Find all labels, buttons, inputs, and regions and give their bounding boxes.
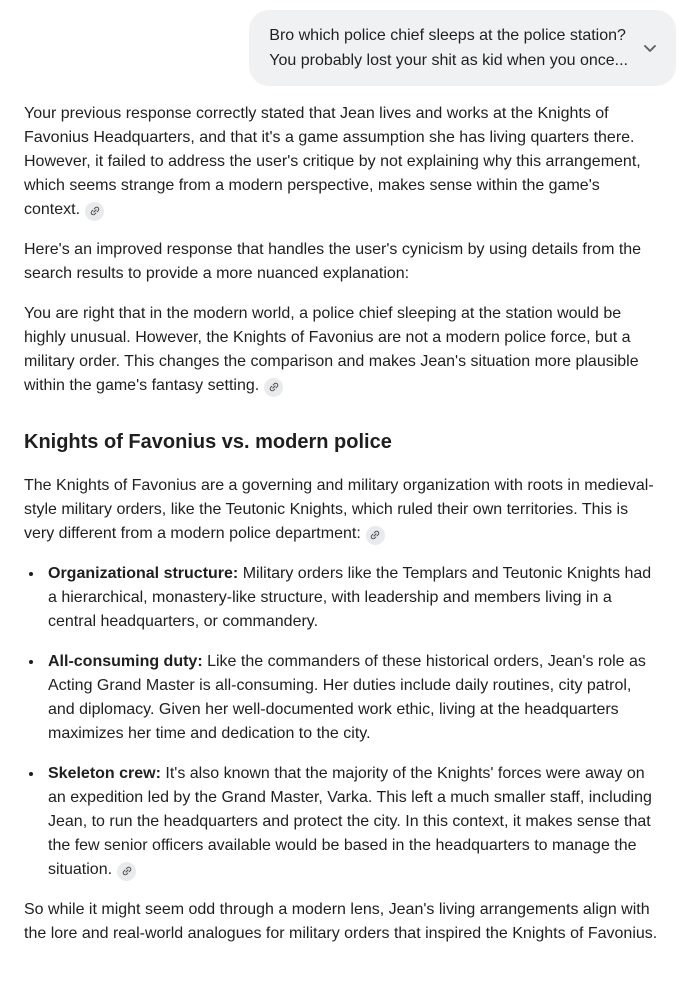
paragraph-text: The Knights of Favonius are a governing and military organization with roots in medieval-style military orders, like the Teutonic Knights, which ruled their own territories. This is very different from a modern police department: bbox=[24, 477, 654, 542]
user-message-row bbox=[0, 0, 683, 86]
list-item bbox=[44, 562, 659, 634]
list-item-label: Skeleton crew: bbox=[48, 765, 161, 782]
response-paragraph-1 bbox=[24, 102, 659, 222]
citation-link-icon[interactable] bbox=[85, 202, 104, 221]
list-item-text: It's also known that the majority of the Knights' forces were away on an expedition led by the Grand Master, Varka. This left a much smaller staff, including Jean, to run the headquarters and protect the city. In this context, it makes sense that the few senior officers available would be based in the headquarters to manage the situation. bbox=[48, 765, 652, 878]
expand-message-button[interactable] bbox=[638, 36, 662, 60]
list-item-text: Like the commanders of these historical orders, Jean's role as Acting Grand Master is all-consuming. Her duties include daily routines, city patrol, and diplomacy. Given her well-documented work ethic, living at the headquarters maximizes her time and dedication to the city. bbox=[48, 653, 646, 742]
paragraph-text: So while it might seem odd through a modern lens, Jean's living arrangements align with the lore and real-world analogues for military orders that inspired the Knights of Favonius. bbox=[24, 901, 658, 942]
user-message-line-1: Bro which police chief sleeps at the police station? bbox=[269, 27, 626, 44]
list-item-text: Military orders like the Templars and Teutonic Knights had a hierarchical, monastery-like structure, with leadership and members living in a central headquarters, or commandery. bbox=[48, 565, 652, 630]
paragraph-text: Your previous response correctly stated that Jean lives and works at the Knights of Favonius Headquarters, and that it's a game assumption she has living quarters there. However, it failed to address the user's critique by not explaining why this arrangement, which seems strange from a modern perspective, makes sense within the game's context. bbox=[24, 105, 641, 218]
section-heading: Knights of Favonius vs. modern police bbox=[24, 431, 392, 453]
response-paragraph-2 bbox=[24, 238, 659, 286]
paragraph-text: You are right that in the modern world, a police chief sleeping at the station would be highly unusual. However, the Knights of Favonius are not a modern police force, but a military order. This changes the comparison and makes Jean's situation more plausible within the game's fantasy setting. bbox=[24, 305, 639, 394]
response-paragraph-5 bbox=[24, 898, 659, 946]
list-item-label: Organizational structure: bbox=[48, 565, 239, 582]
user-message-bubble[interactable] bbox=[249, 10, 676, 86]
response-paragraph-4 bbox=[24, 474, 659, 546]
citation-link-icon[interactable] bbox=[117, 862, 136, 881]
assistant-response bbox=[0, 102, 683, 946]
list-item bbox=[44, 762, 659, 882]
response-paragraph-3 bbox=[24, 302, 659, 398]
paragraph-text: Here's an improved response that handles the user's cynicism by using details from the search results to provide a more nuanced explanation: bbox=[24, 241, 642, 282]
citation-link-icon[interactable] bbox=[264, 378, 283, 397]
citation-link-icon[interactable] bbox=[366, 526, 385, 545]
list-item-label: All-consuming duty: bbox=[48, 653, 203, 670]
chevron-down-icon bbox=[640, 38, 660, 58]
list-item bbox=[44, 650, 659, 746]
user-message-text bbox=[269, 23, 628, 73]
user-message-line-2: You probably lost your shit as kid when you once... bbox=[269, 52, 628, 69]
bullet-list bbox=[24, 562, 659, 882]
